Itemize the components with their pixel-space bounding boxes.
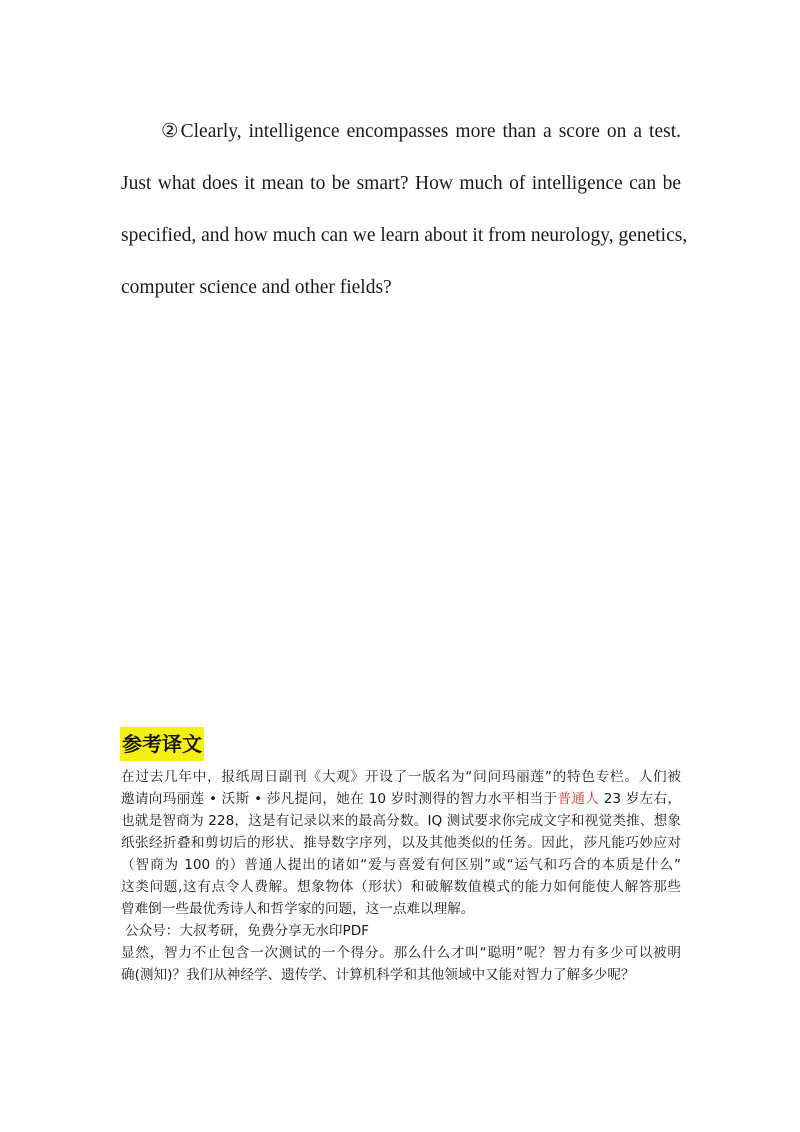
translation-text: 23 岁左右，: [599, 791, 681, 807]
translation-body: [121, 766, 681, 986]
english-line-1: ②Clearly, intelligence encompasses more than a score on a test.: [161, 121, 681, 142]
translation-line: 这类问题,这有点令人费解。想象物体（形状）和破解数值模式的能力如何能使人解答那些: [121, 879, 681, 895]
translation-line: （智商为 100 的）普通人提出的诸如“爱与喜爱有何区别”或“运气和巧合的本质是什么”: [121, 857, 681, 873]
translation-text: 邀请向玛丽莲 • 沃斯 • 莎凡提问，她在 10 岁时测得的智力水平相当于: [121, 791, 558, 807]
translation-line: 显然，智力不止包含一次测试的一个得分。那么什么才叫“聪明”呢？智力有多少可以被明: [121, 945, 681, 961]
english-paragraph: [121, 106, 688, 314]
english-line-3: specified, and how much can we learn about it from neurology, genetics,: [121, 225, 688, 246]
translation-line: 曾难倒一些最优秀诗人和哲学家的问题，这一点难以理解。: [121, 901, 475, 917]
translation-line: [121, 788, 681, 810]
highlighted-term: 普通人: [557, 791, 600, 807]
source-note: 公众号：大叔考研，免费分享无水印PDF: [125, 923, 369, 939]
translation-line: 也就是智商为 228，这是有记录以来的最高分数。IQ 测试要求你完成文字和视觉类推、想象: [121, 813, 681, 829]
translation-heading: 参考译文: [120, 727, 204, 761]
english-line-2: Just what does it mean to be smart? How much of intelligence can be: [121, 173, 681, 194]
translation-line: 纸张经折叠和剪切后的形状、推导数字序列，以及其他类似的任务。因此，莎凡能巧妙应对: [121, 835, 681, 851]
translation-line: 确(测知)？我们从神经学、遗传学、计算机科学和其他领域中又能对智力了解多少呢？: [121, 967, 635, 983]
translation-line: 在过去几年中，报纸周日副刊《大观》开设了一版名为“问问玛丽莲”的特色专栏。人们被: [121, 769, 681, 785]
english-line-4: computer science and other fields?: [121, 277, 392, 298]
